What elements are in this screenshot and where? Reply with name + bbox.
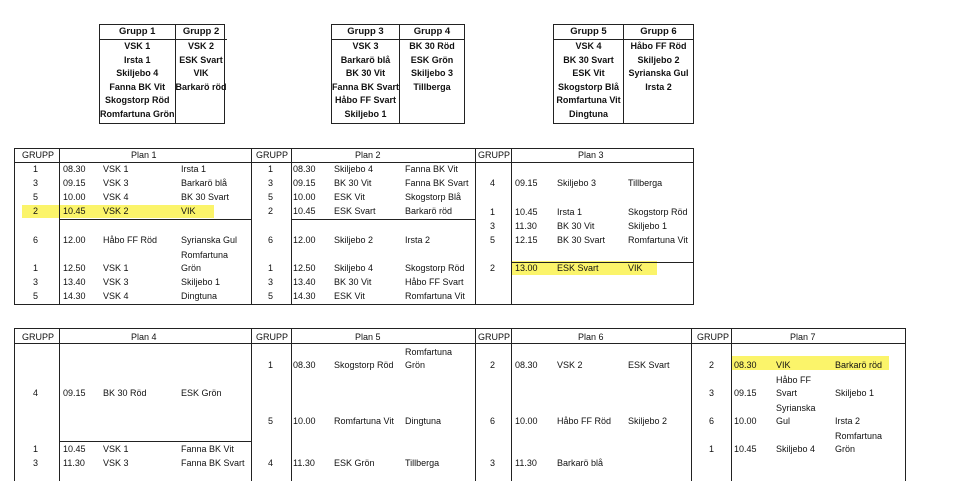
match-time: 12.50 [63, 263, 86, 273]
away-team-line2: Grön [181, 263, 202, 273]
match-time: 10.00 [734, 416, 757, 426]
away-team: Barkarö röd [405, 206, 453, 216]
match-time: 10.00 [293, 192, 316, 202]
group-number: 6 [268, 235, 274, 245]
team: Skiljebo 1 [344, 108, 387, 119]
away-team: Fanna BK Svart [405, 178, 469, 188]
home-team: Romfartuna Vit [334, 416, 394, 426]
grupp-header: GRUPP [256, 150, 289, 160]
home-team: BK 30 Vit [334, 277, 372, 287]
group-number: 1 [268, 360, 274, 370]
schedule-block-2 [14, 328, 906, 481]
group-col [554, 25, 623, 123]
group-number: 2 [490, 263, 496, 273]
away-team-line1: Romfartuna [405, 347, 453, 357]
home-team: VSK 3 [103, 458, 129, 468]
team: Håbo FF Röd [630, 41, 687, 51]
home-team: BK 30 Vit [334, 178, 372, 188]
away-team: Irsta 2 [405, 235, 431, 245]
group-header: Grupp 2 [176, 25, 227, 40]
grupp-header: GRUPP [478, 332, 511, 342]
plan-title: Plan 7 [790, 332, 816, 342]
plan-title: Plan 2 [355, 150, 381, 160]
plan-title: Plan 4 [131, 332, 157, 342]
group-number: 2 [33, 206, 39, 216]
match-time: 12.00 [63, 235, 86, 245]
group-number: 1 [709, 444, 715, 454]
grupp-header: GRUPP [22, 150, 55, 160]
group-col [399, 25, 464, 123]
match-time: 09.15 [63, 178, 86, 188]
group-number: 2 [268, 206, 274, 216]
team: Romfartuna Vit [556, 95, 621, 105]
team: BK 30 Svart [563, 54, 614, 65]
home-team: Skiljebo 4 [776, 444, 816, 454]
match-time: 10.00 [63, 192, 86, 202]
match-time: 08.30 [63, 164, 86, 174]
home-team-line1: Håbo FF [776, 375, 812, 385]
home-team: BK 30 Röd [103, 388, 147, 398]
group-number: 5 [33, 291, 39, 301]
away-team: VIK [628, 263, 643, 273]
team: VSK 4 [575, 41, 602, 51]
away-team: Dingtuna [181, 291, 218, 301]
plan-title: Plan 1 [131, 150, 157, 160]
group-col [332, 25, 399, 123]
team: Barkarö blå [340, 54, 391, 65]
away-team-line2: Grön [405, 360, 426, 370]
away-team: Irsta 2 [835, 416, 861, 426]
home-team: VIK [776, 360, 791, 370]
away-team-line2: Grön [835, 444, 856, 454]
match-time: 10.00 [293, 416, 316, 426]
match-time: 09.15 [63, 388, 86, 398]
home-team: VSK 2 [557, 360, 583, 370]
match-time: 09.15 [293, 178, 316, 188]
group-number: 5 [268, 416, 274, 426]
home-team: VSK 3 [103, 277, 129, 287]
team: Skogstorp Röd [105, 95, 170, 105]
group-header: Grupp 6 [624, 25, 693, 40]
match-time: 09.15 [515, 178, 538, 188]
team: ESK Grön [410, 54, 454, 65]
home-team: Barkarö blå [557, 458, 604, 468]
match-time: 10.45 [63, 444, 86, 454]
away-team: Barkarö blå [181, 178, 228, 188]
plan-title: Plan 3 [578, 150, 604, 160]
match-time: 08.30 [734, 360, 757, 370]
match-time: 13.00 [515, 263, 538, 273]
team: VIK [193, 68, 209, 78]
group-number: 4 [268, 458, 274, 468]
away-team: Skogstorp Röd [628, 207, 688, 217]
group-number: 3 [490, 221, 496, 231]
plan-title: Plan 6 [578, 332, 604, 342]
away-team: Skiljebo 1 [835, 388, 875, 398]
home-team: BK 30 Svart [557, 235, 606, 245]
match-time: 13.40 [63, 277, 86, 287]
away-team: Dingtuna [405, 416, 442, 426]
match-time: 08.30 [515, 360, 538, 370]
home-team: Skogstorp Röd [334, 360, 394, 370]
away-team: ESK Svart [628, 360, 670, 370]
team: Syrianska Gul [628, 68, 689, 78]
home-team: VSK 1 [103, 444, 129, 454]
group-number: 4 [490, 178, 496, 188]
home-team: Skiljebo 2 [334, 235, 374, 245]
group-number: 3 [490, 458, 496, 468]
group-number: 3 [33, 458, 39, 468]
home-team: ESK Grön [334, 458, 375, 468]
team: VSK 2 [188, 41, 215, 51]
away-team: Skiljebo 2 [628, 416, 668, 426]
team: VSK 1 [124, 41, 151, 51]
team: Tillberga [413, 81, 451, 92]
team: Irsta 2 [645, 81, 672, 92]
group-number: 1 [33, 444, 39, 454]
team: Dingtuna [569, 108, 608, 119]
group-col [175, 25, 227, 123]
team: Håbo FF Svart [335, 95, 397, 105]
team: ESK Svart [179, 54, 223, 65]
home-team: VSK 1 [103, 164, 129, 174]
group-number: 1 [268, 164, 274, 174]
grupp-header: GRUPP [478, 150, 511, 160]
group-table-3-4 [331, 24, 465, 124]
home-team: ESK Vit [334, 291, 365, 301]
team: Fanna BK Vit [109, 81, 166, 92]
group-number: 1 [33, 164, 39, 174]
home-team: Irsta 1 [557, 207, 583, 217]
home-team: Skiljebo 3 [557, 178, 597, 188]
match-time: 14.30 [293, 291, 316, 301]
match-time: 08.30 [293, 360, 316, 370]
team: VSK 3 [352, 41, 379, 51]
match-time: 12.00 [293, 235, 316, 245]
match-time: 12.50 [293, 263, 316, 273]
away-team: Fanna BK Svart [181, 458, 245, 468]
group-number: 2 [709, 360, 715, 370]
away-team: BK 30 Svart [181, 192, 230, 202]
team: Fanna BK Svart [332, 81, 400, 92]
group-number: 1 [33, 263, 39, 273]
home-team-line2: Svart [776, 388, 798, 398]
team: BK 30 Röd [409, 41, 455, 51]
group-number: 5 [268, 291, 274, 301]
away-team: Syrianska Gul [181, 235, 238, 245]
team: Skiljebo 3 [411, 68, 454, 78]
away-team: Håbo FF Svart [405, 277, 464, 287]
match-time: 11.30 [515, 458, 537, 468]
team: Romfartuna Grön [100, 108, 175, 119]
group-number: 1 [490, 207, 496, 217]
match-time: 11.30 [63, 458, 85, 468]
group-number: 3 [268, 178, 274, 188]
home-team: VSK 3 [103, 178, 129, 188]
team: Skogstorp Blå [557, 81, 619, 92]
away-team: Skogstorp Röd [405, 263, 465, 273]
match-time: 12.15 [515, 235, 538, 245]
team: Skiljebo 2 [637, 54, 680, 65]
away-team-line1: Romfartuna [835, 431, 883, 441]
group-number: 3 [709, 388, 715, 398]
group-number: 5 [268, 192, 274, 202]
group-number: 3 [33, 277, 39, 287]
match-time: 10.45 [734, 444, 757, 454]
grupp-header: GRUPP [256, 332, 289, 342]
match-time: 14.30 [63, 291, 86, 301]
group-table-5-6 [553, 24, 694, 124]
group-number: 3 [268, 277, 274, 287]
group-number: 6 [490, 416, 496, 426]
grupp-header: GRUPP [22, 332, 55, 342]
away-team: Fanna BK Vit [181, 444, 234, 454]
away-team: VIK [181, 206, 196, 216]
home-team: VSK 2 [103, 206, 129, 216]
group-header: Grupp 1 [100, 25, 175, 40]
away-team: Barkarö röd [835, 360, 883, 370]
match-time: 09.15 [734, 388, 757, 398]
away-team: Tillberga [405, 458, 440, 468]
home-team: Håbo FF Röd [557, 416, 612, 426]
group-number: 2 [490, 360, 496, 370]
home-team: Skiljebo 4 [334, 263, 374, 273]
group-number: 3 [33, 178, 39, 188]
away-team: Skiljebo 1 [181, 277, 221, 287]
match-time: 08.30 [293, 164, 316, 174]
away-team: Skogstorp Blå [405, 192, 462, 202]
group-number: 5 [33, 192, 39, 202]
home-team: Håbo FF Röd [103, 235, 158, 245]
plan-title: Plan 5 [355, 332, 381, 342]
away-team: Irsta 1 [181, 164, 207, 174]
group-col [623, 25, 693, 123]
home-team: ESK Svart [334, 206, 376, 216]
match-time: 10.45 [63, 206, 86, 216]
group-number: 5 [490, 235, 496, 245]
team: Barkarö röd [175, 81, 227, 92]
away-team: Tillberga [628, 178, 663, 188]
match-time: 10.00 [515, 416, 538, 426]
match-time: 10.45 [515, 207, 538, 217]
group-number: 6 [709, 416, 715, 426]
home-team-line2: Gul [776, 416, 791, 426]
group-header: Grupp 3 [332, 25, 399, 40]
match-time: 11.30 [293, 458, 315, 468]
group-number: 1 [268, 263, 274, 273]
group-col [100, 25, 175, 123]
team: BK 30 Vit [345, 68, 386, 78]
away-team: Romfartuna Vit [628, 235, 688, 245]
group-header: Grupp 5 [554, 25, 623, 40]
home-team: VSK 1 [103, 263, 129, 273]
home-team-line1: Syrianska [776, 403, 816, 413]
home-team: ESK Vit [334, 192, 365, 202]
away-team: Romfartuna Vit [405, 291, 465, 301]
group-header: Grupp 4 [400, 25, 464, 40]
away-team-line1: Romfartuna [181, 250, 229, 260]
away-team: ESK Grön [181, 388, 222, 398]
home-team: Skiljebo 4 [334, 164, 374, 174]
home-team: BK 30 Vit [557, 221, 595, 231]
away-team: Fanna BK Vit [405, 164, 458, 174]
home-team: VSK 4 [103, 192, 129, 202]
group-number: 4 [33, 388, 39, 398]
match-time: 11.30 [515, 221, 537, 231]
home-team: VSK 4 [103, 291, 129, 301]
team: Irsta 1 [123, 54, 151, 65]
team: Skiljebo 4 [116, 68, 159, 78]
group-number: 6 [33, 235, 39, 245]
group-table-1-2 [99, 24, 225, 124]
home-team: ESK Svart [557, 263, 599, 273]
match-time: 10.45 [293, 206, 316, 216]
team: ESK Vit [572, 68, 605, 78]
match-time: 13.40 [293, 277, 316, 287]
grupp-header: GRUPP [697, 332, 730, 342]
away-team: Skiljebo 1 [628, 221, 668, 231]
